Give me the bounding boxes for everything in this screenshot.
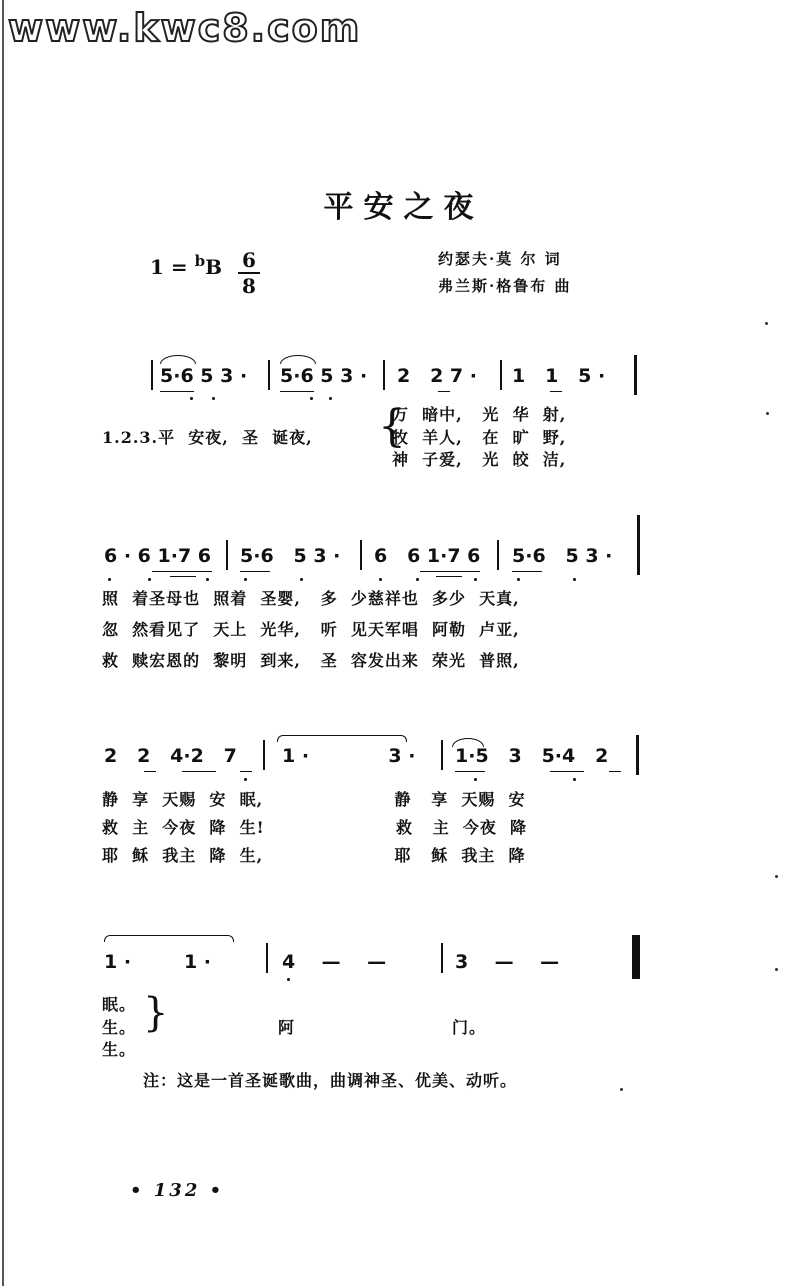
lyric-amen-2: 门。 bbox=[452, 1018, 487, 1037]
barline bbox=[151, 360, 153, 390]
lyric-amen-1: 阿 bbox=[278, 1018, 296, 1037]
end-brace: } bbox=[143, 990, 169, 1036]
barline bbox=[263, 740, 265, 770]
lyric-verse-1: 照 着圣母也 照着 圣婴, 多 少慈祥也 多少 天真, bbox=[102, 589, 520, 608]
page-number: • 132 • bbox=[130, 1180, 225, 1201]
lyric-verse-2: 牧 羊人, 在 旷 野, bbox=[392, 428, 567, 447]
barline bbox=[441, 943, 443, 973]
footnote: 注：这是一首圣诞歌曲，曲调神圣、优美、动听。 bbox=[143, 1071, 518, 1090]
lyric-verse-3: 耶 稣 我主 降 生, 耶 稣 我主 降 bbox=[102, 846, 526, 865]
lyric-end-1: 眠。 bbox=[102, 995, 137, 1014]
lyric-verse-1: 万 暗中, 光 华 射, bbox=[392, 405, 567, 424]
measure-10: 1 · 3 · bbox=[282, 745, 416, 767]
measure-2: 5·6 5 3 · bbox=[280, 365, 368, 387]
scan-speck bbox=[775, 875, 778, 878]
barline bbox=[500, 360, 502, 390]
measure-6: 5·6 5 3 · bbox=[240, 545, 341, 567]
measure-8: 5·6 5 3 · bbox=[512, 545, 613, 567]
measure-9: 2 2 4·2 7 bbox=[104, 745, 237, 767]
meter-bottom: 8 bbox=[238, 272, 260, 298]
lyric-verse-2: 救 主 今夜 降 生! 救 主 今夜 降 bbox=[102, 818, 527, 837]
lyricist-credit: 约瑟夫·莫 尔 词 bbox=[438, 250, 562, 268]
key-signature bbox=[150, 252, 223, 279]
barline bbox=[383, 360, 385, 390]
meter-top: 6 bbox=[242, 248, 256, 272]
barline bbox=[360, 540, 362, 570]
measure-12: 1 · 1 · bbox=[104, 951, 212, 973]
barline bbox=[634, 355, 637, 395]
lyric-end-2: 生。 bbox=[102, 1018, 137, 1037]
scan-speck bbox=[620, 1088, 623, 1091]
lyric-verse-1: 静 享 天赐 安 眠, 静 享 天赐 安 bbox=[102, 790, 526, 809]
flat-sign: b bbox=[194, 252, 206, 270]
lyric-verse-3: 神 子爱, 光 皎 洁, bbox=[392, 450, 567, 469]
measure-3: 2 2 7 · bbox=[397, 365, 477, 387]
barline bbox=[226, 540, 228, 570]
measure-14: 3 — — bbox=[455, 951, 560, 973]
key-prefix: 1 = bbox=[150, 255, 195, 279]
key-note: B bbox=[205, 255, 223, 279]
lyrics-refrain: 1.2.3.平 安夜, 圣 诞夜, bbox=[102, 428, 313, 447]
measure-4: 1 1 5 · bbox=[512, 365, 606, 387]
song-title: 平安之夜 bbox=[323, 190, 484, 225]
time-signature bbox=[238, 248, 260, 298]
watermark: www.kwc8.com bbox=[8, 6, 362, 50]
measure-1: 5·6 5 3 · bbox=[160, 365, 248, 387]
lyric-end-3: 生。 bbox=[102, 1040, 137, 1059]
final-barline bbox=[632, 935, 640, 979]
scan-speck bbox=[765, 322, 768, 325]
measure-7: 6 6 1·7 6 bbox=[374, 545, 481, 567]
verse-brace: { bbox=[378, 401, 406, 452]
scan-speck bbox=[775, 968, 778, 971]
measure-11: 1·5 3 5·4 2 bbox=[455, 745, 609, 767]
barline bbox=[268, 360, 270, 390]
measure-13: 4 — — bbox=[282, 951, 387, 973]
barline bbox=[637, 515, 640, 575]
measure-5: 6 · 6 1·7 6 bbox=[104, 545, 211, 567]
lyric-verse-2: 忽 然看见了 天上 光华, 听 见天军唱 阿勒 卢亚, bbox=[102, 620, 520, 639]
lyric-verse-3: 救 赎宏恩的 黎明 到来, 圣 容发出来 荣光 普照, bbox=[102, 651, 520, 670]
barline bbox=[266, 943, 268, 973]
barline bbox=[636, 735, 639, 775]
scan-speck bbox=[766, 412, 769, 415]
barline bbox=[441, 740, 443, 770]
barline bbox=[497, 540, 499, 570]
composer-credit: 弗兰斯·格鲁布 曲 bbox=[438, 277, 572, 295]
